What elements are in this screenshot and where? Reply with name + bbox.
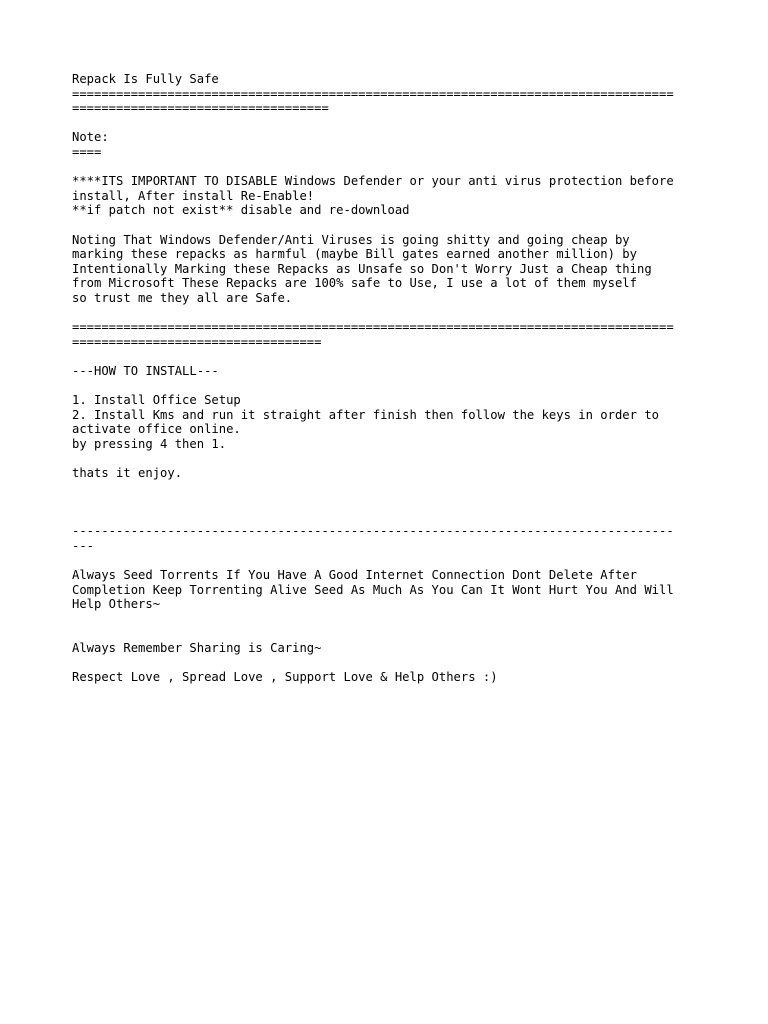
blank-line — [72, 612, 712, 627]
noting-line: from Microsoft These Repacks are 100% safe to Use, I use a lot of them myself — [72, 276, 637, 291]
blank-line — [72, 510, 712, 525]
noting-line: so trust me they all are Safe. — [72, 290, 293, 305]
equals-rule: =================================== — [72, 101, 329, 116]
blank-line — [72, 378, 712, 393]
install-step: 2. Install Kms and run it straight after finish then follow the keys in order to — [72, 407, 659, 422]
warning-line: ****ITS IMPORTANT TO DISABLE Windows Defender or your anti virus protection before — [72, 174, 674, 189]
noting-line: marking these repacks as harmful (maybe Bill gates earned another million) by — [72, 247, 637, 262]
respect-line: Respect Love , Spread Love , Support Love & Help Others :) — [72, 670, 498, 685]
blank-line — [72, 116, 712, 131]
document-title: Repack Is Fully Safe — [72, 72, 219, 86]
warning-line: install, After install Re-Enable! — [72, 188, 315, 203]
blank-line — [72, 349, 712, 364]
install-step: 1. Install Office Setup — [72, 393, 241, 408]
equals-rule: ================================== — [72, 334, 322, 349]
install-step: by pressing 4 then 1. — [72, 436, 227, 451]
note-label: Note: — [72, 130, 109, 145]
document-body — [72, 72, 712, 685]
howto-heading: ---HOW TO INSTALL--- — [72, 363, 219, 378]
noting-line: Noting That Windows Defender/Anti Viruses is going shitty and going cheap by — [72, 232, 630, 247]
equals-rule: ================================================================================== — [72, 320, 674, 335]
blank-line — [72, 554, 712, 569]
noting-line: Intentionally Marking these Repacks as Unsafe so Don't Worry Just a Cheap thing — [72, 261, 652, 276]
seed-line: Help Others~ — [72, 597, 161, 612]
dash-rule: --- — [72, 539, 95, 553]
dash-rule: ---------------------------------------------------------------------------------- — [72, 524, 674, 539]
enjoy-line: thats it enjoy. — [72, 466, 183, 481]
install-step: activate office online. — [72, 422, 241, 437]
equals-rule: ================================================================================== — [72, 86, 674, 101]
blank-line — [72, 481, 712, 496]
blank-line — [72, 451, 712, 466]
blank-line — [72, 656, 712, 671]
blank-line — [72, 306, 712, 321]
blank-line — [72, 627, 712, 642]
blank-line — [72, 160, 712, 175]
sharing-line: Always Remember Sharing is Caring~ — [72, 641, 322, 656]
seed-line: Completion Keep Torrenting Alive Seed As Much As You Can It Wont Hurt You And Will — [72, 582, 674, 597]
note-rule: ==== — [72, 144, 102, 159]
seed-line: Always Seed Torrents If You Have A Good Internet Connection Dont Delete After — [72, 568, 637, 583]
blank-line — [72, 495, 712, 510]
blank-line — [72, 218, 712, 233]
patch-line: **if patch not exist** disable and re-download — [72, 203, 410, 218]
